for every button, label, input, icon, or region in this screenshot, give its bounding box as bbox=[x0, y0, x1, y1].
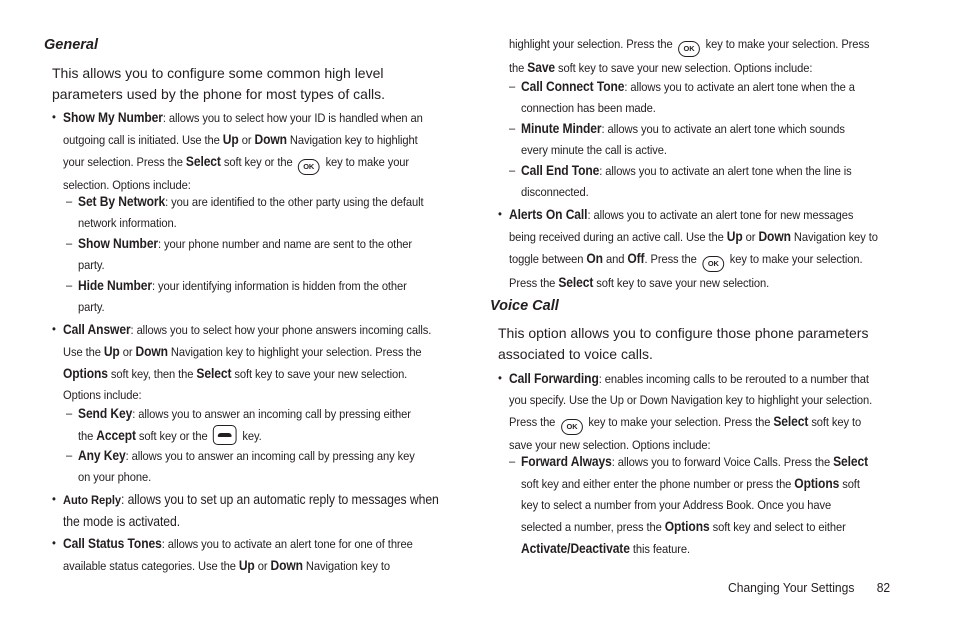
item-call-answer: • Call Answer: allows you to select how your phone answers incoming calls. Use the Up or Down Navigation key to highlight your selection. Press the Options soft key, then the Select soft key to save your new selection. Options include: bbox=[52, 322, 432, 402]
general-intro: This allows you to configure some common high level parameters used by the phone for most types of calls. bbox=[52, 65, 386, 102]
footer-section-title: Changing Your Settings bbox=[728, 580, 855, 595]
section-heading-general: General bbox=[44, 37, 98, 53]
ok-key-icon: OK bbox=[702, 256, 724, 272]
option-set-by-network: – Set By Network: you are identified to the other party using the default network information. bbox=[66, 194, 424, 230]
option-call-connect-tone: – Call Connect Tone: allows you to activate an alert tone when the a connection has been made. bbox=[509, 79, 855, 115]
section-heading-voice-call: Voice Call bbox=[490, 298, 559, 314]
voice-call-intro: This option allows you to configure those phone parameters associated to voice calls. bbox=[498, 325, 869, 362]
option-send-key: – Send Key: allows you to answer an incoming call by pressing either the Accept soft key or the key. bbox=[66, 406, 411, 443]
option-minute-minder: – Minute Minder: allows you to activate an alert tone which sounds every minute the call is active. bbox=[509, 121, 845, 157]
ok-key-icon: OK bbox=[298, 159, 320, 175]
option-hide-number: – Hide Number: your identifying information is hidden from the other party. bbox=[66, 278, 407, 314]
ok-key-icon: OK bbox=[561, 419, 583, 435]
call-status-tones-continued: highlight your selection. Press the OK key to make your selection. Press the Save soft key to save your new selection. Options include: bbox=[509, 37, 870, 75]
send-key-icon bbox=[213, 425, 237, 445]
page-footer bbox=[728, 578, 890, 598]
item-show-my-number: • Show My Number: allows you to select how your ID is handled when an outgoing call is initiated. Use the Up or Down Navigation key to highlight your selection. Press the Select soft key or the OK key to make your selection. Options include: bbox=[52, 110, 423, 192]
item-call-status-tones: • Call Status Tones: allows you to activate an alert tone for one of three available status categories. Use the Up or Down Navigation key to bbox=[52, 536, 413, 573]
option-show-number: – Show Number: your phone number and name are sent to the other party. bbox=[66, 236, 413, 272]
item-call-forwarding: • Call Forwarding: enables incoming calls to be rerouted to a number that you specify. Use the Up or Down Navigation key to highlight your selection. Press the OK key to make your selection. Press the Select soft key to save your new selection. Options include: bbox=[498, 371, 873, 452]
item-auto-reply: • Auto Reply: allows you to set up an automatic reply to messages when the mode is activated. bbox=[52, 492, 439, 529]
ok-key-icon: OK bbox=[678, 41, 700, 57]
option-forward-always: – Forward Always: allows you to forward Voice Calls. Press the Select soft key and either enter the phone number or press the Options soft key to select a number from your Address Book. Once you have selected a number, press the Options soft key and select to either Activate/Deactivate this feature. bbox=[509, 454, 869, 556]
page-number: 82 bbox=[876, 580, 891, 595]
option-call-end-tone: – Call End Tone: allows you to activate an alert tone when the line is disconnected. bbox=[509, 163, 852, 199]
option-any-key: – Any Key: allows you to answer an incoming call by pressing any key on your phone. bbox=[66, 448, 415, 484]
item-alerts-on-call: • Alerts On Call: allows you to activate an alert tone for new messages being received during an active call. Use the Up or Down Navigation key to toggle between On and Off. Press the OK key to make your selection. Press the Select soft key to save your new selection. bbox=[498, 207, 878, 290]
